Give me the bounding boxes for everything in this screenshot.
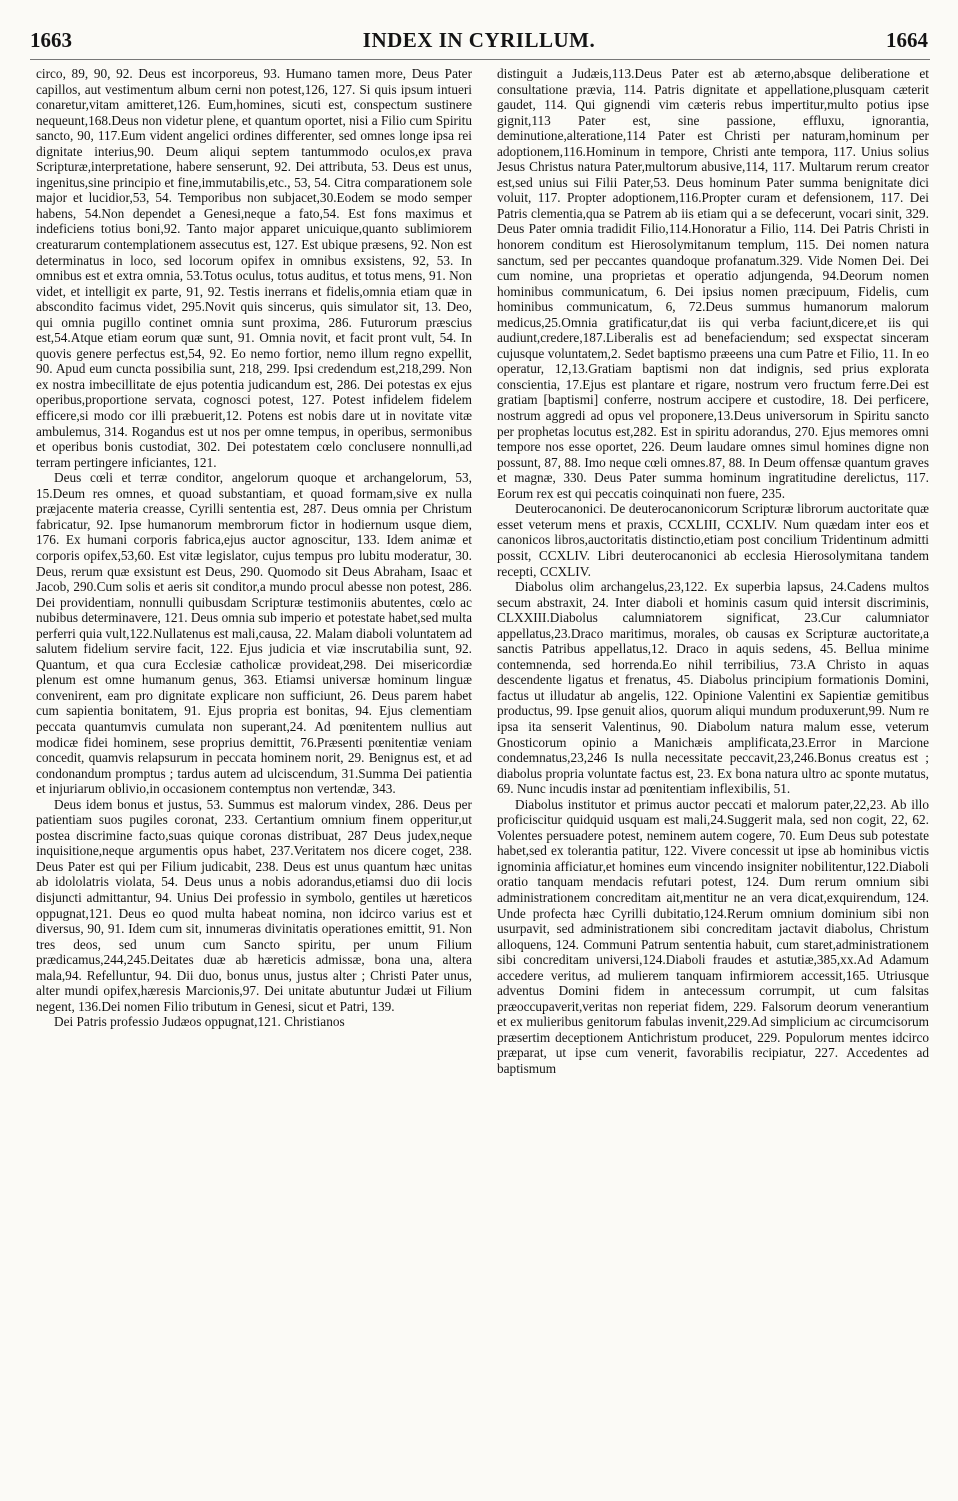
left-column bbox=[36, 66, 472, 1494]
index-entry: Dei Patris professio Judæos oppugnat,121. Christianos bbox=[54, 1014, 345, 1030]
index-entry: Diabolus institutor et primus auctor peccati et malorum pater,22,23. Ab illo proficiscitur quidquid usquam est mali,24.Suggerit mala, sed non cogit, 22, 62. Volentes persuadere potest, neminem autem cogere, 70. Eum Deus sub potestate habet,sed ex tolerantia patitur, 122. Vivere concessit ut ipse ab hominibus victis ignominia afficiatur,et homines eum vincendo insigniter nobilitentur,122.Diaboli oratio tanquam mendacis refutari potest, 124. Dum rerum omnium sibi administrationem concreditam ait,mentitur ne an vera dicat,exquirendum, 124. Unde profecta hæc Cyrilli dubitatio,124.Rerum omnium dominium sibi non usurpavit, sed administrationem sibi concreditam jactavit diabolus, Christum alloquens, 124. Communi Patrum sententia habuit, cum staret,administrationem sibi concreditam universi,124.Diaboli fraudes et astutiæ,385,xx.Ad Adamum accedere veritus, ad mulierem tanquam infirmiorem accessit,165. Utriusque adventus Domini fidem in antecessum corrumpit, ut cum falsitas præoccupaverit,veritas non reperiat fidem, 229. Falsorum deorum venerantium et ex mulieribus genitorum fabulas invenit,229.Ad simplicium ac circumcisorum præsertim deceptionem Antichristum producet, 229. Populorum mentes idcirco præparat, ut ipse cum venerit, favorabilis recipiatur, 227. Accedentes ad baptismum bbox=[497, 796, 929, 1076]
page-number-right: 1664 bbox=[886, 28, 928, 52]
index-entry: Deus cœli et terræ conditor, angelorum quoque et archangelorum, 53, 15.Deum res omnes, et quoad substantiam, et quoad formam,sive ex nulla præjacente materia creasse, Cyrilli sententia est, 287. Deus omnia per Christum fabricatur, 92. Ipse humanorum membrorum fictor in hodiernum usque diem, 176. Ex humani corporis fabrica,ejus auctor agnoscitur, 133. Idem animæ et corporis opifex,53,60. Est vitæ legislator, cujus tempus pro lubitu moderatur, 30. Deus, rerum quæ exsistunt est Deus, 290. Quomodo sit Deus Abraham, Isaac et Jacob, 290.Cum solis et aeris sit conditor,a mundo procul abesse non potest, 286. Dei providentiam, nonnulli quibusdam Scripturæ testimoniis abutentes, cœlo ac nubibus determinavere, 121. Deus omnia sub imperio et potestate habet,sed multa perferri quia vult,122.Nullatenus est mali,causa, 22. Malam diaboli voluntatem ad salutem fidelium servire facit, 122. Ejus judicia et viæ inscrutabilia sunt, 92. Quantum, et qua cura Ecclesiæ catholicæ provideat,298. Dei misericordiæ plenum est omne humanum genus, 363. Etiamsi universæ hominum linguæ convenirent, eam pro dignitate explicare non sufficiunt, 26. Deus parem habet cum sapientia bonitatem, 91. Ejus propria est bonitas, 94. Ejus clementiam peccata quantumvis cumulata non superant,24. Ad pœnitentem nullius aut modicæ fidei hominem, sese proprius demittit, 76.Præsenti pœnitentiæ veniam concedit, quamvis relapsurum in peccata hominem norit, 29. Benignus est, et ad condonandum promptus ; tardus autem ad ulciscendum, 31.Summa Dei patientia et injuriarum oblivio,in occasionem contemptus non vertendæ, 343. bbox=[36, 470, 472, 797]
page-title: INDEX IN CYRILLUM. bbox=[362, 28, 596, 52]
right-column bbox=[497, 66, 929, 1494]
index-entry: Deuterocanonici. De deuterocanonicorum Scripturæ librorum auctoritate quæ esset veterum mens et praxis, CCXLIII, CCXLIV. Num quædam inter eos et canonicos libros,auctoritatis distinctio,etiam post concilium Tridentinum admitti possit, CCXLIV. Libri deuterocanonici ab ecclesia Hierosolymitana tandem recepti, CCXLIV. bbox=[497, 501, 929, 579]
index-entry: Deus idem bonus et justus, 53. Summus est malorum vindex, 286. Deus per patientiam suos pugiles coronat, 233. Certantium omnium finem opperitur,ut postea discrimine facto,suas quique coronas distribuat, 287 Deus judex,neque inquisitione,neque argumentis opus habet, 237.Veritatem nos dicere coget, 238. Deus Pater est qui per Filium judicabit, 238. Deus est unus quantum hæc unitas ab idololatris violata, 54. Deus unus a nobis adorandus,etiamsi duo dii locis disjuncti admittantur, 94. Unius Dei professio in symbolo, gentiles ut hæreticos oppugnat,121. Deus eo quod multa habeat nomina, non idcirco varius est et diversus, 90, 91. Idem cum sit, innumeras divinitatis operationes emittit, 91. Non tres deos, sed unum cum Sancto spiritu, per unum Filium prædicamus,244,245.Deitates duæ ab hæreticis admissæ, bona una, altera mala,94. Refelluntur, 94. Dii duo, bonus unus, justus alter ; Christi Pater unus, alter mundi opifex,hæresis Marcionis,97. Dei unitate abutuntur Judæi ut Filium negent, 136.Dei nomen Filio tributum in Genesi, sicut et Patri, 139. bbox=[36, 796, 472, 1014]
running-header bbox=[0, 0, 958, 60]
header-rule bbox=[30, 59, 930, 60]
index-entry: circo, 89, 90, 92. Deus est incorporeus, 93. Humano tamen more, Deus Pater capillos, aut vestimentum album cerni non potest,126, 127. Si quis ipsum intueri conaretur,vitam amitteret,126. Eum,homines, sicuti est, conspectum sustinere nequeunt,168.Deus non videtur plene, et quantum oportet, nisi a Filio cum Spiritu sancto, 90, 117.Eum vident angelici ordines differenter, sed omnes longe ipsa rei dignitate interius,90. Deum aliqui septem tantummodo oculos,ex prava Scripturæ,interpretatione, habere senserunt, 92. Dei attributa, 53. Deus est unus, ingenitus,sine principio et fine,immutabilis,etc., 53, 54. Citra comparationem sole major et lucidior,53, 54. Temporibus non subjacet,30.Eodem se modo semper habens, 54.Non dependet a Genesi,neque a fato,54. Est fons maximus et indeficiens totius boni,92. Tanto major apparet unicuique,quanto sublimiorem creaturarum contemplationem assecutus est, 127. Est ubique præsens, 92. Non est determinatus in loco, sed locorum opifex in omnibus exsistens, 92, 53. In omnibus est et extra omnia, 53.Totus oculus, totus auditus, et totus mens, 91. Non videt, et intelligit ex parte, 91, 92. Testis inerrans et fidelis,omnia etiam quæ in abscondito facimus videt, 295.Novit quis sincerus, quis simulator sit, 13. Deo, qui omnia pugillo continet omnia sunt proxima, 286. Futurorum præscius est,54.Atque etiam eorum quæ sunt, 91. Omnia novit, et facit pront vult, 54. In quovis genere perfectus est,54, 92. Eo nemo fortior, nemo illum regno expellit, 90. Apud eum cuncta possibilia sunt, 218, 299. Ipsi credendum est,218,299. Non ex nostra imbecillitate de ejus potentia judicandum est, 286. Dei potestas ex ejus operibus,proportione servata, cognosci potest, 127. Potest infidelem fidelem efficere,si modo cor illi præbuerit,12. Potens est nobis dare ut in novitate vitæ ambulemus, 314. Rogandus est ut nos per omne tempus, in operibus, sermonibus et operibus bonis custodiat, 302. Dei potestatem cœlo conclusere nonnulli,ad terram pertingere inficiantes, 121. bbox=[36, 66, 472, 470]
page-number-left: 1663 bbox=[30, 28, 72, 52]
index-entry: distinguit a Judæis,113.Deus Pater est ab æterno,absque deliberatione et consultatione prævia, 114. Patris dignitate et appellatione,plusquam cæterit gaudet, 114. Qui gignendi vim cæteris rebus impertitur,multo potius ipse gignit,113 Pater est, sine passione, effluxu, ignorantia, deminutione,alteratione,114 Pater est Christi per naturam,hominum per adoptionem,116.Hominum in tempore, Christi ante tempora, 117. Unius solius Jesus Christus natura Pater,multorum abusive,114, 117. Multarum rerum creator est,sed unius sui Filii Pater,53. Deus hominum Pater summa benignitate dici voluit, 117. Propter adoptionem,116.Propter curam et defensionem, 117. Dei Patris clementia,qua se Patrem ab iis etiam qui a se defecerunt, vocari sinit, 329. Deus Pater omnia tradidit Filio,114.Honoratur a Filio, 114. Dei Patris Christi in honorem conditum est Hierosolymitanum templum, 115. Dei nomen natura sanctum, sed per peccantes quandoque profanatum.329. Vide Nomen Dei. Dei cum nomine, una proprietas et operatio adjungenda, 94.Deorum nomen hominibus communicatum, 6. Dei ipsius nomen præcipuum, Fidelis, cum hominibus communicatum, 6, 72.Deus summus humanorum malorum medicus,25.Omnia gratificatur,dat iis qui verba faciunt,dicere,et iis qui audiunt,credere,187.Liberalis est ad benefaciendum; sed exspectat sinceram cujusque voluntatem,2. Sedet baptismo præeens una cum Patre et Filio, 11. In eo operatur, 12,13.Gratiam baptismi non dat indignis, sed prius exploratа conscientia, 17.Ejus est plantare et rigare, nostrum vero fructum ferre.Dei est gratiam [baptismi] conferre, nostrum accipere et custodire, 18. Dei perficere, nostrum aggredi ad opus vel proponere,13.Deus universorum in Spiritu sancto per prophetas locutus est,282. Est in spiritu adorandus, 270. Ejus memores omni tempore nos esse oportet, 226. Deum laudare omnes simul homines digne non possunt, 87, 88. Imo neque cœli omnes.87, 88. In Deum offensæ quantum graves et magnæ, 330. Deus Pater summa hominum ingratitudine derelictus, 117. Eorum rex est qui peccatis coinquinati non fuere, 235. bbox=[497, 66, 929, 501]
index-entry: Diabolus olim archangelus,23,122. Ex superbia lapsus, 24.Cadens multos secum abstraxit, 24. Inter diaboli et hominis casum quid intersit discriminis, CLXXIII.Diabolus calumniatorem significat, 23.Cur calumniator appellatus,23.Draco maritimus, morales, ob causas ex Scripturæ auctoritate,a sanctis Patribus appellatus,12. Draco in aquis sedens, 45. Bellua minime contemnenda, sed horrenda.Eo nihil terribilius, 73.A Christo in aquas descendente ligatus et frenatus, 45. Diabolus principium formationis Domini, factus ut illudatur ab angelis, 122. Opinione Valentini ex Sapientiæ gemitibus productus, 99. Ipse genuit alios, quorum aliqui mundum produxerunt,99. Num re ipsa ita senserit Valentinus, 90. Diabolum natura malum esse, veterum Gnosticorum opinio a Manichæis amplificata,23.Error in Marcione condemnatus,23,246 Is nulla necessitate peccavit,23,246.Bonus creatus est ; diabolus propria voluntate factus est, 23. Ex bona natura ultro ac sponte mutatus, 69. Nunc incudis instar ad pœnitentiam inflexibilis, 51. bbox=[497, 579, 929, 797]
